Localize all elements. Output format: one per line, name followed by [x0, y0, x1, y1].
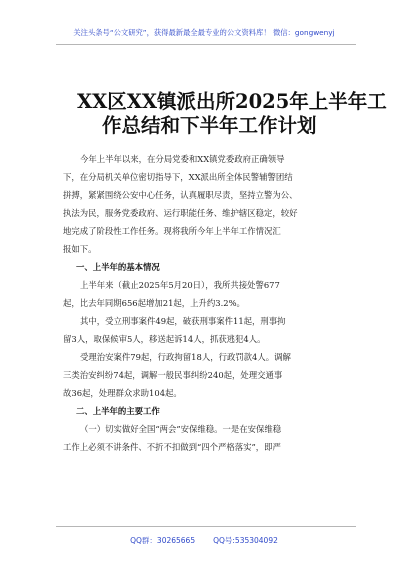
paragraph-line: 地完成了阶段性工作任务。现将我所今年上半年工作情况汇 — [63, 226, 281, 236]
paragraph-line: 下，在分局机关单位密切指导下，XX派出所全体民警辅警团结 — [63, 172, 293, 182]
paragraph-line: 受理治安案件79起，行政拘留18人，行政罚款4人。调解 — [80, 352, 291, 362]
footer-contact — [0, 535, 408, 546]
footer-qq-group: QQ群：30265665 — [130, 536, 196, 545]
paragraph-line: 三类治安纠纷74起，调解一般民事纠纷240起，处理交通事 — [63, 370, 283, 380]
paragraph-line: 工作上必须不讲条件、不折不扣做到“四个严格落实”，即严 — [63, 442, 281, 452]
header-divider — [56, 44, 356, 45]
paragraph-line: 报如下。 — [63, 244, 97, 254]
paragraph-line: 执法为民，服务党委政府、运行职能任务、维护辖区稳定，较好 — [63, 208, 298, 218]
section-heading-2: 二、上半年的主要工作 — [76, 406, 160, 416]
footer-divider — [56, 526, 356, 527]
paragraph-line: 拼搏，紧紧围绕公安中心任务，认真履职尽责，坚持立警为公、 — [63, 190, 298, 200]
document-title-line-2: 作总结和下半年工作计划 — [102, 114, 317, 137]
footer-qq-number: QQ号:535304092 — [213, 536, 278, 545]
paragraph-line: 今年上半年以来，在分局党委和XX镇党委政府正确领导 — [80, 154, 285, 164]
document-title-line-1: XX区XX镇派出所2025年上半年工 — [77, 90, 387, 113]
section-heading-1: 一、上半年的基本情况 — [76, 262, 160, 272]
paragraph-line: 上半年来（截止2025年5月20日），我所共接处警677 — [80, 280, 280, 290]
paragraph-line: 故36起，处理群众求助104起。 — [63, 388, 182, 398]
paragraph-line: 留3人，取保候审5人，移送起诉14人，抓获逃犯4人。 — [63, 334, 266, 344]
paragraph-line: 起，比去年同期656起增加21起，上升约3.2%。 — [63, 298, 245, 308]
header-banner: 关注头条号“公文研究”，获得最新最全最专业的公文资料库！ 微信：gongwenyj — [73, 28, 335, 37]
paragraph-line: （一）切实做好全国“两会”安保维稳。一是在安保维稳 — [80, 424, 282, 434]
paragraph-line: 其中，受立刑事案件49起，破获刑事案件11起，刑事拘 — [80, 316, 286, 326]
